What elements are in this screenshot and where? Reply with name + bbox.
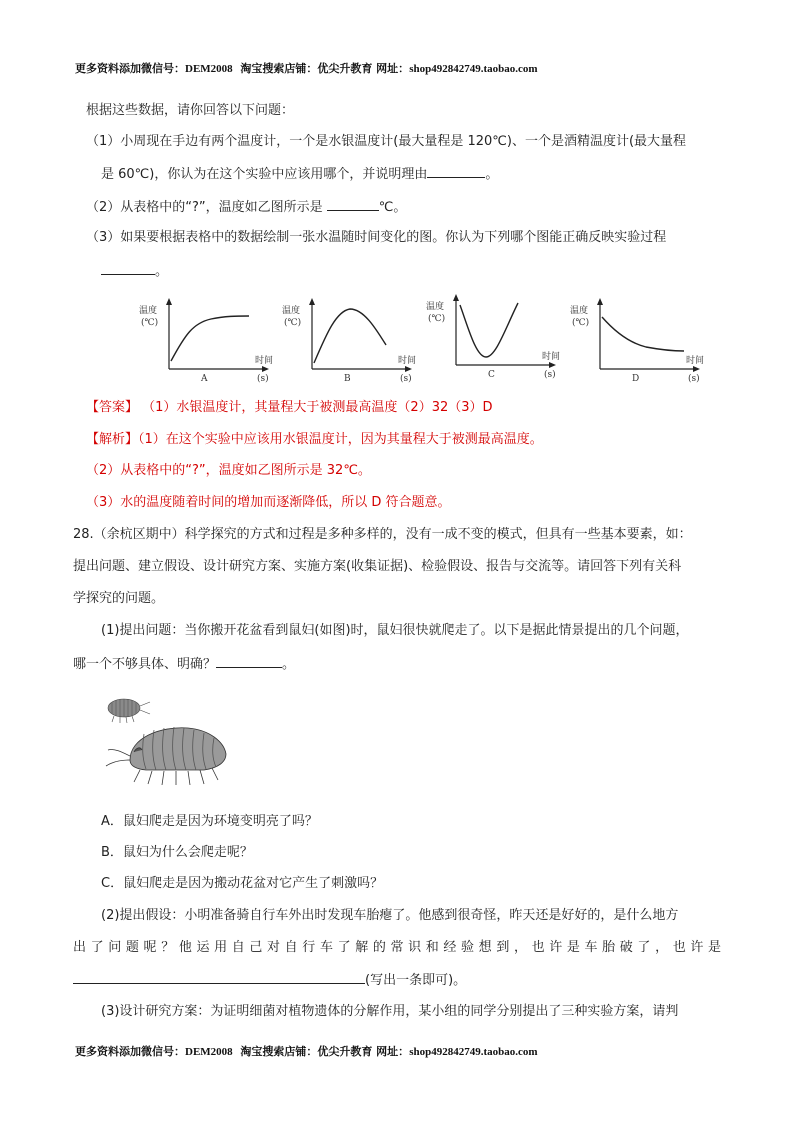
q1-line1: （1）小周现在手边有两个温度计，一个是水银温度计(最大量程是 120℃)、一个是酒精温度计(最大量程 xyxy=(86,134,687,149)
q28-p1-end: 。 xyxy=(282,657,296,672)
analysis-line3: （3）水的温度随着时间的增加而逐渐降低，所以 D 符合题意。 xyxy=(86,495,451,510)
intro-text: 根据这些数据，请你回答以下问题： xyxy=(86,103,295,118)
graph-d-x-arrow xyxy=(693,366,700,372)
graph-b-svg xyxy=(278,295,418,385)
footer-wechat: DEM2008 xyxy=(185,1046,233,1058)
woodlouse-illustration xyxy=(100,690,230,790)
q2-line xyxy=(86,196,406,218)
answer-text: （1）水银温度计，其量程大于被测最高温度（2）32（3）D xyxy=(142,400,493,415)
graph-d-svg xyxy=(566,295,706,385)
q28-p2-line1: (2)提出假设：小明准备骑自行车外出时发现车胎瘪了。他感到很奇怪，昨天还是好好的，是什么地方 xyxy=(101,908,679,923)
graph-b-ylabel2: (℃) xyxy=(284,318,302,328)
graph-c-option: C xyxy=(488,370,495,380)
graph-b-y-arrow xyxy=(309,298,315,305)
q28-p2-line2: 出了问题呢？他运用自己对自行车了解的常识和经验想到，也许是车胎破了，也许是 xyxy=(73,940,721,955)
graph-a-x-arrow xyxy=(262,366,269,372)
q3-line2 xyxy=(101,260,168,282)
analysis-label: 【解析】 xyxy=(86,432,139,447)
graph-option-a xyxy=(135,295,275,385)
graph-d-ylabel2: (℃) xyxy=(572,318,590,328)
footer-url[interactable]: shop492842749.taobao.com xyxy=(409,1046,538,1058)
analysis-line1 xyxy=(86,430,543,450)
graph-d-option: D xyxy=(632,374,640,384)
woodlouse-large xyxy=(106,727,226,785)
q3-answer-blank[interactable] xyxy=(101,260,155,275)
q1-line2-text: 是 60℃)，你认为在这个实验中应该用哪个，并说明理由 xyxy=(101,167,428,182)
answer-line xyxy=(86,398,493,418)
footer-prefix: 更多资料添加微信号： xyxy=(75,1045,185,1058)
graph-d-curve xyxy=(602,317,684,351)
q2-answer-blank[interactable] xyxy=(327,196,379,211)
graph-b-curve xyxy=(314,309,386,363)
q28-p2-end: (写出一条即可)。 xyxy=(365,973,467,988)
q28-option-a: A．鼠妇爬走是因为环境变明亮了吗？ xyxy=(101,814,318,829)
q28-p1-answer-blank[interactable] xyxy=(216,653,282,668)
graph-c-xlabel2: (s) xyxy=(544,370,556,380)
graph-c-xlabel1: 时间 xyxy=(542,352,561,362)
graph-option-c xyxy=(422,291,562,385)
graph-c-x-arrow xyxy=(549,362,556,368)
footer-shop-label: 淘宝搜索店铺：优尖升教育 网址： xyxy=(240,1045,410,1058)
graph-option-b xyxy=(278,295,418,385)
graph-b-xlabel1: 时间 xyxy=(398,356,417,366)
graph-d-ylabel1: 温度 xyxy=(570,306,589,316)
graph-a-option: A xyxy=(201,374,208,384)
q28-p3-line1: (3)设计研究方案：为证明细菌对植物遗体的分解作用，某小组的同学分别提出了三种实验方案，请判 xyxy=(101,1004,679,1019)
graph-b-option: B xyxy=(344,374,351,384)
graph-b-ylabel1: 温度 xyxy=(282,306,301,316)
woodlouse-small xyxy=(108,699,150,723)
graph-a-xlabel2: (s) xyxy=(257,374,269,384)
graph-d-xlabel1: 时间 xyxy=(686,356,705,366)
header-url[interactable]: shop492842749.taobao.com xyxy=(409,63,538,75)
q28-line3: 学探究的问题。 xyxy=(73,591,165,606)
graph-b-x-arrow xyxy=(405,366,412,372)
graph-a-svg xyxy=(135,295,275,385)
graph-c-ylabel2: (℃) xyxy=(428,314,446,324)
header-shop-label: 淘宝搜索店铺：优尖升教育 网址： xyxy=(240,62,410,75)
analysis-line2: （2）从表格中的“?”，温度如乙图所示是 32℃。 xyxy=(86,463,371,478)
q28-option-c: C．鼠妇爬走是因为搬动花盆对它产生了刺激吗？ xyxy=(101,876,384,891)
q3-end: 。 xyxy=(155,264,169,279)
q28-line2: 提出问题、建立假设、设计研究方案、实施方案(收集证据)、检验假设、报告与交流等。请回答下列有关科 xyxy=(73,559,682,574)
graph-option-d xyxy=(566,295,706,385)
q2-text: （2）从表格中的“?”，温度如乙图所示是 xyxy=(86,200,323,215)
analysis-text1: （1）在这个实验中应该用水银温度计，因为其量程大于被测最高温度。 xyxy=(138,432,543,447)
graph-d-y-arrow xyxy=(597,298,603,305)
graph-c-ylabel1: 温度 xyxy=(426,302,445,312)
q3-line1: （3）如果要根据表格中的数据绘制一张水温随时间变化的图。你认为下列哪个图能正确反映实验过程 xyxy=(86,230,667,245)
q28-p1-line2 xyxy=(73,653,295,675)
q28-p2-answer-blank[interactable] xyxy=(73,969,365,984)
q28-p1-text: 哪一个不够具体、明确？ xyxy=(73,657,217,672)
graph-d-xlabel2: (s) xyxy=(688,374,700,384)
graph-c-svg xyxy=(422,291,562,385)
q1-answer-blank[interactable] xyxy=(427,163,485,178)
q1-line2-end: 。 xyxy=(485,167,499,182)
graph-b-xlabel2: (s) xyxy=(400,374,412,384)
graph-a-xlabel1: 时间 xyxy=(255,356,274,366)
graph-c-curve xyxy=(460,303,518,357)
woodlouse-svg xyxy=(100,690,230,790)
graph-a-y-arrow xyxy=(166,298,172,305)
q28-p2-line3 xyxy=(73,969,466,991)
graph-a-ylabel1: 温度 xyxy=(139,306,158,316)
q28-line1: 28.（余杭区期中）科学探究的方式和过程是多种多样的，没有一成不变的模式，但具有一些基本要素，如： xyxy=(73,527,692,542)
q2-unit: ℃。 xyxy=(378,200,407,215)
header-prefix: 更多资料添加微信号： xyxy=(75,62,185,75)
graph-c-y-arrow xyxy=(453,294,459,301)
q28-option-b: B．鼠妇为什么会爬走呢？ xyxy=(101,845,253,860)
page-header xyxy=(75,60,538,76)
header-wechat: DEM2008 xyxy=(185,63,233,75)
q28-p1-line1: (1)提出问题：当你搬开花盆看到鼠妇(如图)时，鼠妇很快就爬走了。以下是据此情景提出的几个问题， xyxy=(101,623,689,638)
answer-label: 【答案】 xyxy=(86,400,139,415)
q1-line2 xyxy=(101,163,498,185)
page-footer xyxy=(75,1043,538,1059)
graph-a-curve xyxy=(171,316,249,361)
graph-a-ylabel2: (℃) xyxy=(141,318,159,328)
